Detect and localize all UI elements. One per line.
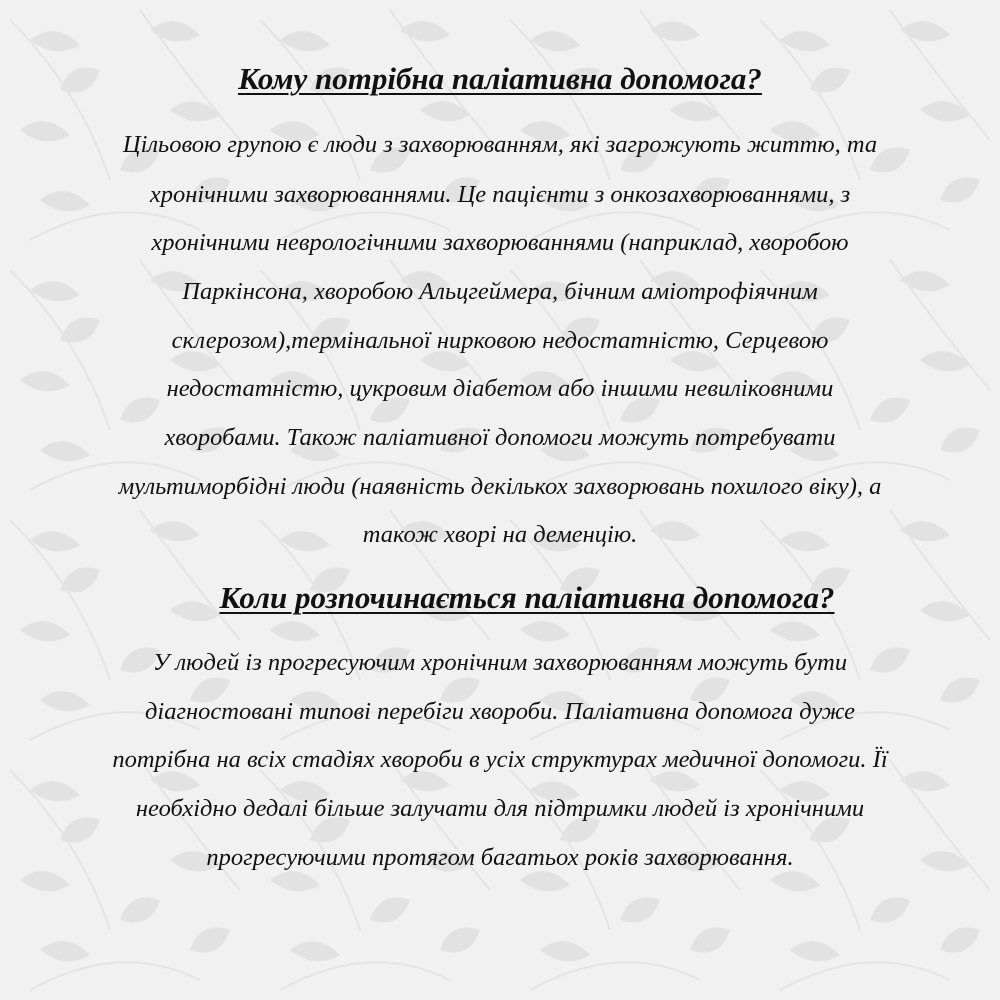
section-1-heading: Кому потрібна паліативна допомога?: [238, 61, 762, 96]
section-2-line: необхідно дедалі більше залучати для підтримки людей із хронічними: [135, 795, 865, 822]
section-1-line: Паркінсона, хворобою Альцгеймера, бічним аміотрофіячним: [182, 278, 818, 305]
section-1-line: хронічними захворюваннями. Це пацієнти з онкозахворюваннями, з: [149, 181, 851, 208]
section-1-line: Цільовою групою є люди з захворюванням, які загрожують життю, та: [122, 131, 878, 158]
section-2-heading: Коли розпочинається паліативна допомога?: [219, 580, 835, 615]
section-1-line: також хворі на деменцію.: [362, 521, 638, 548]
section-1-line: склерозом),термінальної нирковою недостатністю, Серцевою: [171, 327, 829, 354]
section-1-line: хронічними неврологічними захворюваннями (наприклад, хворобою: [151, 229, 849, 256]
section-1-line: хворобами. Також паліативної допомоги можуть потребувати: [164, 424, 836, 451]
section-1-line: мультиморбідні люди (наявність декількох захворювань похилого віку), а: [118, 473, 882, 500]
section-2-line: прогресуючими протягом багатьох років захворювання.: [206, 844, 794, 871]
section-1-line: недостатністю, цукровим діабетом або іншими невиліковними: [166, 375, 834, 402]
section-2-line: У людей із прогресуючим хронічним захворюванням можуть бути: [152, 649, 848, 676]
section-2-line: потрібна на всіх стадіях хвороби в усіх структурах медичної допомоги. Її: [112, 746, 888, 773]
section-2-line: діагностовані типові перебіги хвороби. Паліативна допомога дуже: [145, 698, 855, 725]
